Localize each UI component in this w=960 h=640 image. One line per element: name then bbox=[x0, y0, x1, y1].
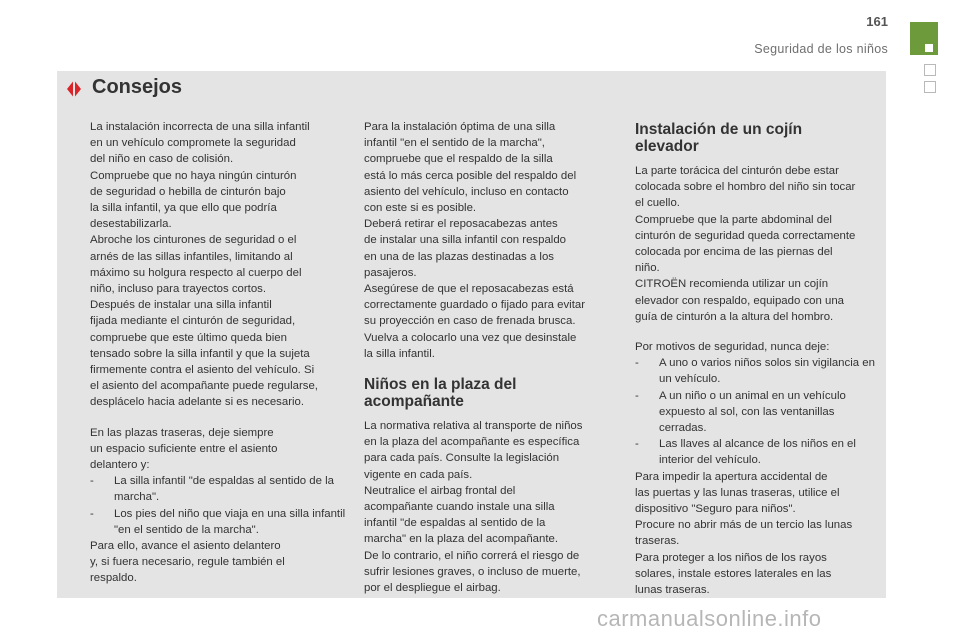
text-line: con este si es posible. bbox=[364, 202, 477, 215]
text-line: Compruebe que la parte abdominal del bbox=[635, 213, 832, 226]
text-line: desestabilizarla. bbox=[90, 218, 172, 231]
text-line: Vuelva a colocarlo una vez que desinstale bbox=[364, 331, 577, 344]
list-item-text: A un niño o un animal en un vehículo expuesto al sol, con las ventanillas cerradas. bbox=[659, 389, 846, 435]
text-line: lunas traseras. bbox=[635, 584, 710, 597]
list-item bbox=[635, 388, 885, 437]
text-line: su proyección en caso de frenada brusca. bbox=[364, 315, 576, 328]
text-line: Procure no abrir más de un tercio las lunas bbox=[635, 519, 853, 532]
column-3-paragraph-a bbox=[635, 163, 885, 325]
text-line: la silla infantil, ya que ello que podría bbox=[90, 202, 277, 215]
page-number: 161 bbox=[866, 14, 888, 29]
text-line: asiento del vehículo, incluso en contacto bbox=[364, 185, 569, 198]
text-line: De lo contrario, el niño correrá el riesgo de bbox=[364, 549, 580, 562]
text-line: arnés de las sillas infantiles, limitando al bbox=[90, 250, 293, 263]
text-line: el asiento del acompañante puede regularse, bbox=[90, 380, 318, 393]
text-line: compruebe que el respaldo de la silla bbox=[364, 153, 553, 166]
index-box-2 bbox=[924, 81, 936, 93]
section-title: Seguridad de los niños bbox=[754, 42, 888, 56]
list-item-text: Los pies del niño que viaja en una silla infantil "en el sentido de la marcha". bbox=[114, 507, 346, 536]
list-dash: - bbox=[635, 389, 639, 402]
text-line: colocada por encima de las piernas del bbox=[635, 246, 833, 259]
text-line: Para ello, avance el asiento delantero bbox=[90, 540, 281, 553]
text-line: por el despliegue el airbag. bbox=[364, 582, 501, 595]
text-line: marcha" en la plaza del acompañante. bbox=[364, 533, 559, 546]
text-line: del niño en caso de colisión. bbox=[90, 153, 234, 166]
text-line: infantil "en el sentido de la marcha", bbox=[364, 137, 545, 150]
index-box-1 bbox=[924, 64, 936, 76]
panel-heading: Consejos bbox=[92, 76, 183, 98]
text-line: guía de cinturón a la altura del hombro. bbox=[635, 310, 834, 323]
column-3-paragraph-b bbox=[635, 469, 885, 599]
text-line: respaldo. bbox=[90, 572, 137, 585]
column-2-paragraph-b bbox=[364, 418, 614, 596]
text-line: Abroche los cinturones de seguridad o el bbox=[90, 234, 297, 247]
text-line: sufrir lesiones graves, o incluso de muerte, bbox=[364, 565, 581, 578]
column-1-list bbox=[90, 473, 346, 538]
warning-icon bbox=[64, 80, 84, 98]
list-dash: - bbox=[90, 507, 94, 520]
list-item-text: La silla infantil "de espaldas al sentido de la marcha". bbox=[114, 475, 334, 504]
text-line: está lo más cerca posible del respaldo del bbox=[364, 169, 577, 182]
text-line: La instalación incorrecta de una silla infantil bbox=[90, 121, 310, 133]
text-line: vigente en cada país. bbox=[364, 468, 473, 481]
list-item bbox=[635, 436, 885, 468]
chapter-tab bbox=[910, 22, 938, 55]
text-line: pasajeros. bbox=[364, 266, 417, 279]
text-line: en la plaza del acompañante es específica bbox=[364, 436, 580, 449]
column-1-paragraph-a bbox=[90, 119, 346, 411]
text-line: Para proteger a los niños de los rayos bbox=[635, 551, 827, 564]
subheading-passenger-line-2: acompañante bbox=[364, 393, 464, 411]
subheading-booster bbox=[635, 121, 885, 155]
text-line: traseras. bbox=[635, 535, 680, 548]
text-line: elevador con respaldo, equipado con una bbox=[635, 294, 844, 307]
text-line: dispositivo "Seguro para niños". bbox=[635, 503, 796, 516]
list-item bbox=[90, 506, 346, 538]
text-line: infantil "de espaldas al sentido de la bbox=[364, 517, 546, 530]
text-line: tensado sobre la silla infantil y que la sujeta bbox=[90, 347, 310, 360]
text-line: Después de instalar una silla infantil bbox=[90, 299, 272, 312]
subheading-passenger bbox=[364, 376, 614, 410]
text-line: en un vehículo compromete la seguridad bbox=[90, 137, 296, 150]
text-line: Para impedir la apertura accidental de bbox=[635, 470, 828, 483]
column-3 bbox=[635, 121, 885, 598]
text-line: cinturón de seguridad queda correctamente bbox=[635, 229, 856, 242]
text-line: un espacio suficiente entre el asiento bbox=[90, 442, 278, 455]
text-line: el cuello. bbox=[635, 197, 680, 210]
text-line: correctamente guardado o fijado para evitar bbox=[364, 299, 585, 312]
text-line: Compruebe que no haya ningún cinturón bbox=[90, 169, 297, 182]
text-line: desplácelo hacia adelante si es necesario. bbox=[90, 396, 305, 409]
list-item-text: Las llaves al alcance de los niños en el interior del vehículo. bbox=[659, 438, 856, 467]
text-line: en una de las plazas destinadas a los bbox=[364, 250, 554, 263]
column-1 bbox=[90, 119, 346, 587]
text-line: Para la instalación óptima de una silla bbox=[364, 121, 556, 133]
text-line: y, si fuera necesario, regule también el bbox=[90, 556, 285, 569]
text-line: de instalar una silla infantil con respaldo bbox=[364, 234, 566, 247]
text-line: compruebe que este último queda bien bbox=[90, 331, 287, 344]
text-line: Deberá retirar el reposacabezas antes bbox=[364, 218, 558, 231]
column-2 bbox=[364, 119, 614, 596]
text-line: En las plazas traseras, deje siempre bbox=[90, 426, 274, 439]
text-line: colocada sobre el hombro del niño sin tocar bbox=[635, 181, 856, 194]
text-line: la silla infantil. bbox=[364, 347, 435, 360]
list-dash: - bbox=[635, 357, 639, 370]
list-item bbox=[635, 355, 885, 387]
subheading-booster-line-1: Instalación de un cojín bbox=[635, 121, 803, 138]
column-3-list bbox=[635, 355, 885, 468]
subheading-booster-line-2: elevador bbox=[635, 138, 699, 155]
text-line: fijada mediante el cinturón de seguridad, bbox=[90, 315, 296, 328]
text-line: máximo su holgura respecto al cuerpo del bbox=[90, 266, 302, 279]
column-1-paragraph-b bbox=[90, 425, 346, 474]
text-line: niño, incluso para trayectos cortos. bbox=[90, 283, 267, 296]
list-dash: - bbox=[90, 475, 94, 488]
list-item bbox=[90, 473, 346, 505]
text-line: Asegúrese de que el reposacabezas está bbox=[364, 283, 574, 296]
list-dash: - bbox=[635, 438, 639, 451]
text-line: Neutralice el airbag frontal del bbox=[364, 484, 516, 497]
text-line: para cada país. Consulte la legislación bbox=[364, 452, 560, 465]
column-3-intro: Por motivos de seguridad, nunca deje: bbox=[635, 341, 830, 354]
text-line: las puertas y las lunas traseras, utilice el bbox=[635, 486, 840, 499]
list-item-text: A uno o varios niños solos sin vigilancia en un vehículo. bbox=[659, 357, 875, 386]
text-line: delantero y: bbox=[90, 459, 150, 472]
watermark: carmanualsonline.info bbox=[597, 606, 822, 631]
text-line: firmemente contra el asiento del vehículo. Si bbox=[90, 364, 315, 377]
text-line: niño. bbox=[635, 262, 660, 275]
subheading-passenger-line-1: Niños en la plaza del bbox=[364, 376, 517, 394]
text-line: La parte torácica del cinturón debe estar bbox=[635, 165, 839, 177]
text-line: acompañante cuando instale una silla bbox=[364, 501, 555, 514]
text-line: de seguridad o hebilla de cinturón bajo bbox=[90, 185, 286, 198]
column-2-paragraph-a bbox=[364, 119, 614, 362]
text-line: solares, instale estores laterales en las bbox=[635, 567, 832, 580]
column-1-paragraph-c bbox=[90, 538, 346, 587]
tab-marker-icon bbox=[925, 44, 933, 52]
text-line: CITROËN recomienda utilizar un cojín bbox=[635, 278, 829, 291]
text-line: La normativa relativa al transporte de niños bbox=[364, 420, 583, 433]
